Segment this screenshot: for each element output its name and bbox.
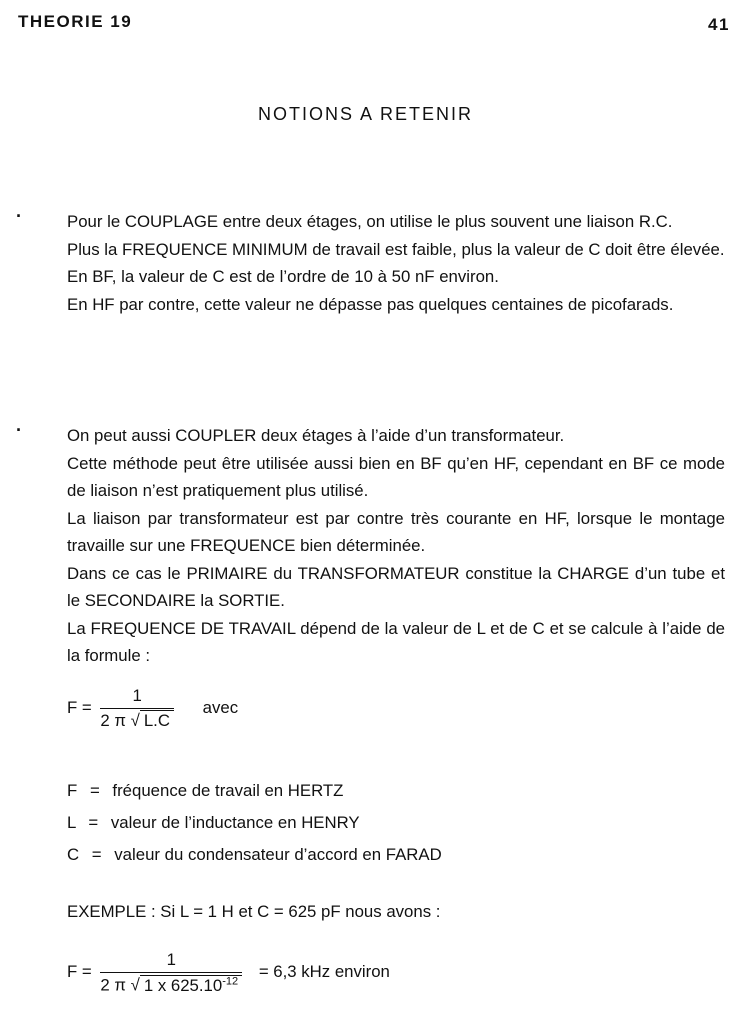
example-result: = 6,3 kHz environ [258, 962, 390, 982]
formula-fraction [100, 686, 174, 731]
example-denominator [100, 972, 242, 996]
formula-lhs: F = [67, 697, 92, 717]
section2-line: Dans ce cas le PRIMAIRE du TRANSFORMATEUR constitue la CHARGE d’un tube et le SECONDAIRE la SORTIE. [67, 563, 725, 610]
example-lhs: F = [67, 962, 92, 982]
bullet-marker: · [16, 420, 22, 440]
formula-numerator: 1 [132, 686, 142, 705]
definition-row [67, 781, 343, 801]
definition-symbol: L [67, 813, 76, 832]
section2-line: Cette méthode peut être utilisée aussi bien en BF qu’en HF, cependant en BF ce mode de liaison n’est pratiquement plus utilisé. [67, 453, 725, 500]
definition-row [67, 845, 442, 865]
definition-equals: = [89, 781, 100, 800]
section2-line: La liaison par transformateur est par contre très courante en HF, lorsque le montage travaille sur une FREQUENCE bien déterminée. [67, 508, 725, 555]
definition-equals: = [91, 845, 102, 864]
formula-denominator [100, 708, 174, 731]
section1-line: Pour le COUPLAGE entre deux étages, on utilise le plus souvent une liaison R.C. [67, 212, 673, 231]
definition-text: valeur de l’inductance en HENRY [110, 813, 360, 832]
example-fraction [100, 950, 242, 996]
section-title: NOTIONS A RETENIR [258, 104, 474, 124]
section2-line: On peut aussi COUPLER deux étages à l’aide d’un transformateur. [67, 426, 565, 445]
definition-symbol: F [67, 781, 78, 800]
page-number: 41 [708, 15, 730, 34]
section2-paragraph [67, 422, 725, 670]
section1-line: En HF par contre, cette valeur ne dépasse pas quelques centaines de picofarads. [67, 294, 674, 314]
formula-radicand: L.C [140, 710, 174, 730]
example-den-prefix: 2 π √ [100, 975, 140, 995]
formula-den-prefix: 2 π √ [100, 711, 140, 730]
bullet-marker: · [16, 206, 22, 226]
example-formula [67, 950, 390, 996]
section2-line: La FREQUENCE DE TRAVAIL dépend de la valeur de L et de C et se calcule à l’aide de la formule : [67, 618, 725, 665]
example-exponent: -12 [222, 975, 239, 987]
formula-frequency [67, 686, 238, 731]
example-radicand-value: 1 x 625.10 [143, 975, 223, 995]
example-statement: EXEMPLE : Si L = 1 H et C = 625 pF nous avons : [67, 902, 441, 921]
example-numerator: 1 [166, 950, 176, 969]
example-radicand [140, 975, 242, 995]
running-header: THEORIE 19 [18, 12, 133, 31]
section1-line: En BF, la valeur de C est de l’ordre de 10 à 50 nF environ. [67, 267, 499, 286]
definition-row [67, 813, 360, 833]
definition-text: valeur du condensateur d’accord en FARAD [114, 845, 442, 864]
definition-text: fréquence de travail en HERTZ [112, 781, 344, 800]
definition-equals: = [88, 813, 99, 832]
section1-line: Plus la FREQUENCE MINIMUM de travail est faible, plus la valeur de C doit être élevée. [67, 239, 725, 259]
formula-suffix: avec [202, 697, 239, 717]
section1-paragraph [67, 208, 725, 318]
definition-symbol: C [67, 845, 80, 864]
